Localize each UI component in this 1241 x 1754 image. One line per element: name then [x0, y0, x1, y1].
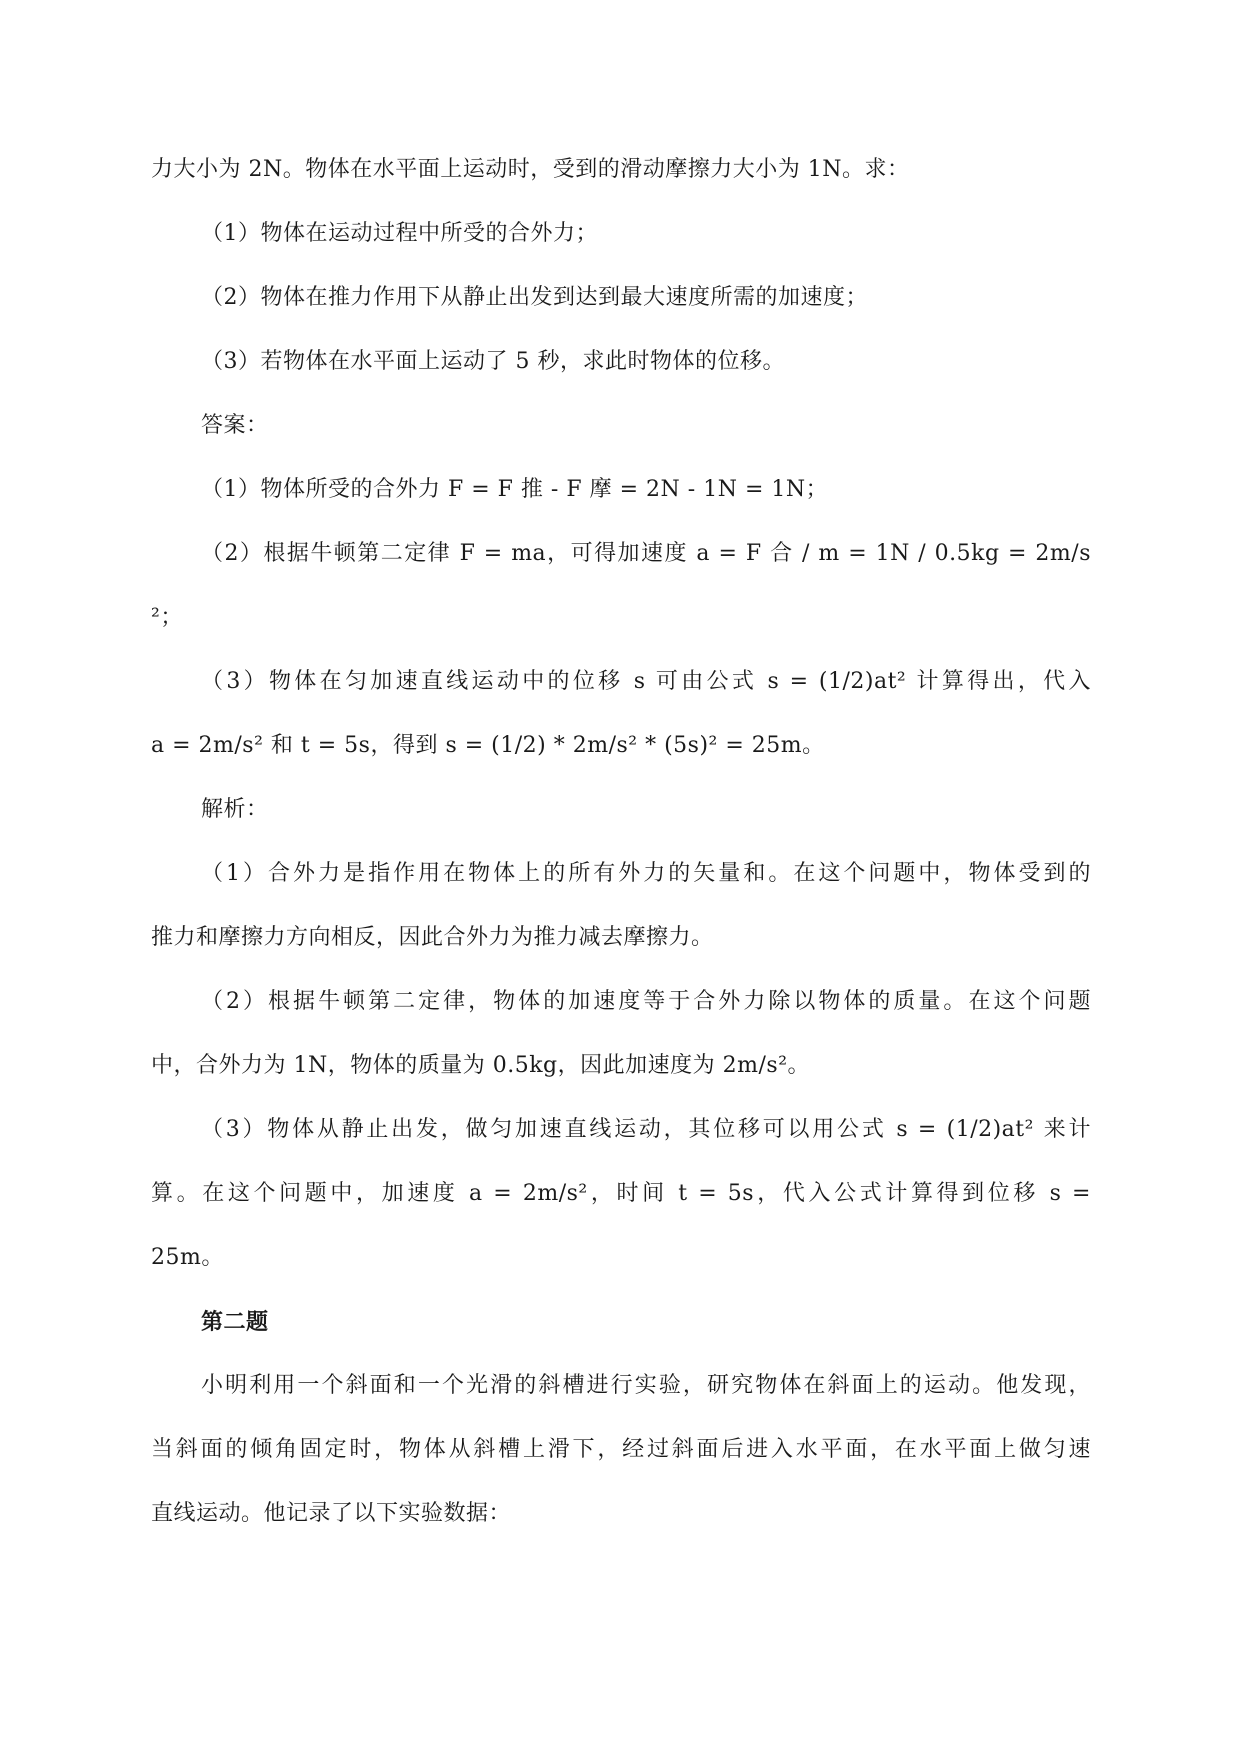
text-line: 25m。: [151, 1245, 224, 1270]
text-line: 推力和摩擦力方向相反，因此合外力为推力减去摩擦力。: [151, 925, 714, 950]
text-line: a = 2m/s² 和 t = 5s，得到 s = (1/2) * 2m/s² * (5s)² = 25m。: [151, 733, 825, 758]
analysis-item-1: （1）合外力是指作用在物体上的所有外力的矢量和。在这个问题中，物体受到的: [201, 861, 1091, 886]
analysis-heading: 解析：: [201, 797, 269, 822]
question-item-2: （2）物体在推力作用下从静止出发到达到最大速度所需的加速度；: [201, 285, 868, 310]
analysis-item-3: （3）物体从静止出发，做匀加速直线运动，其位移可以用公式 s = (1/2)at² 来计: [201, 1117, 1091, 1142]
text-line: 中，合外力为 1N，物体的质量为 0.5kg，因此加速度为 2m/s²。: [151, 1053, 811, 1078]
text-line: 当斜面的倾角固定时，物体从斜槽上滑下，经过斜面后进入水平面，在水平面上做匀速: [151, 1437, 1091, 1462]
text-line: 力大小为 2N。物体在水平面上运动时，受到的滑动摩擦力大小为 1N。求：: [151, 157, 910, 182]
question-item-1: （1）物体在运动过程中所受的合外力；: [201, 221, 598, 246]
document-page: [151, 138, 1091, 1546]
text-line: ²；: [151, 605, 183, 630]
question-item-3: （3）若物体在水平面上运动了 5 秒，求此时物体的位移。: [201, 349, 785, 374]
text-line: 直线运动。他记录了以下实验数据：: [151, 1501, 512, 1526]
problem-text: 小明利用一个斜面和一个光滑的斜槽进行实验，研究物体在斜面上的运动。他发现，: [201, 1373, 1091, 1398]
analysis-item-2: （2）根据牛顿第二定律，物体的加速度等于合外力除以物体的质量。在这个问题: [201, 989, 1091, 1014]
text-line: 算。在这个问题中，加速度 a = 2m/s²，时间 t = 5s，代入公式计算得到位移 s =: [151, 1181, 1091, 1206]
section-heading: 第二题: [201, 1309, 269, 1335]
answer-heading: 答案：: [201, 413, 269, 438]
answer-item-1: （1）物体所受的合外力 F = F 推 - F 摩 = 2N - 1N = 1N；: [201, 477, 829, 502]
answer-item-3: （3）物体在匀加速直线运动中的位移 s 可由公式 s = (1/2)at² 计算得出，代入: [201, 669, 1091, 694]
answer-item-2: （2）根据牛顿第二定律 F = ma，可得加速度 a = F 合 / m = 1N / 0.5kg = 2m/s: [201, 541, 1091, 566]
